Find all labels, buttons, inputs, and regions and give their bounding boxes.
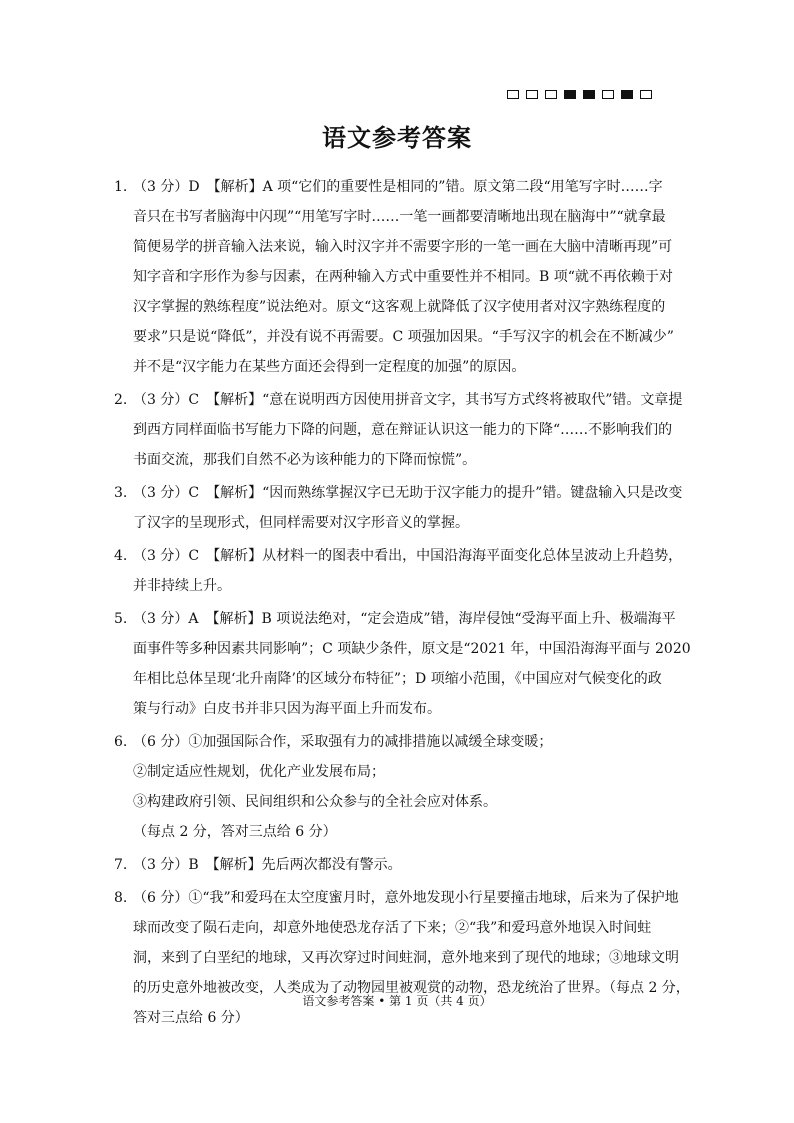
answer-line: 简便易学的拼音输入法来说，输入时汉字并不需要字形的一笔一画在大脑中清晰再现”可 [133, 239, 673, 255]
header-mark [602, 90, 614, 99]
answer-item [114, 385, 692, 475]
answer-line: （3 分）B 【解析】先后两次都没有警示。 [133, 857, 402, 873]
answer-line: 答对三点给 6 分） [133, 1010, 249, 1026]
header-marks [507, 90, 652, 99]
answer-item [114, 478, 692, 538]
answer-number: 8. [114, 890, 128, 906]
header-mark [507, 90, 519, 99]
answer-item [114, 850, 692, 880]
answer-line: 到西方同样面临书写能力下降的问题，意在辩证认识这一能力的下降“……不影响我们的 [133, 422, 673, 438]
answer-line: （6 分）①加强国际合作，采取强有力的减排措施以减缓全球变暖； [133, 734, 553, 750]
answer-line: （3 分）A 【解析】B 项说法绝对，“定会造成”错，海岸侵蚀“受海平面上升、极端海平 [133, 611, 676, 627]
answer-number: 7. [114, 857, 128, 873]
header-mark [564, 90, 576, 99]
page-title: 语文参考答案 [322, 123, 472, 152]
answer-number: 3. [114, 485, 128, 501]
answer-line: 并非持续上升。 [133, 578, 231, 594]
answer-line: 书面交流，那我们自然不必为该种能力的下降而惊慌”。 [133, 452, 477, 468]
answer-line: （每点 2 分，答对三点给 6 分） [133, 824, 337, 840]
answer-item [114, 604, 692, 724]
answer-line: 球而改变了陨石走向，却意外地使恐龙存活了下来；②“我”和爱玛意外地误入时间蛀 [133, 920, 652, 936]
answer-line: 知字音和字形作为参与因素，在两种输入方式中重要性并不相同。B 项“就不再依赖于对 [133, 269, 673, 285]
page-footer: 语文参考答案 • 第 1 页（共 4 页） [302, 994, 492, 1008]
answer-line: 并不是“汉字能力在某些方面还会得到一定程度的加强”的原因。 [133, 359, 526, 375]
answer-line: 的历史意外地被改变，人类成为了动物园里被观赏的动物，恐龙统治了世界。（每点 2 分， [133, 980, 690, 996]
answer-line: 音只在书写者脑海中闪现”“用笔写字时……一笔一画都要清晰地出现在脑海中”“就拿最 [133, 209, 666, 225]
answer-line: 面事件等多种因素共同影响”；C 项缺少条件，原文是“2021 年，中国沿海海平面与 2020 [133, 641, 691, 657]
header-mark [545, 90, 557, 99]
answer-line: 汉字掌握的熟练程度”说法绝对。原文“这客观上就降低了汉字使用者对汉字熟练程度的 [133, 299, 666, 315]
answer-item [114, 727, 692, 847]
answer-number: 4. [114, 548, 128, 564]
answer-line: （3 分）D 【解析】A 项“它们的重要性是相同的”错。原文第二段“用笔写字时……字 [133, 179, 663, 195]
answer-number: 2. [114, 392, 128, 408]
answer-line: ③构建政府引领、民间组织和公众参与的全社会应对体系。 [133, 794, 497, 810]
answer-line: ②制定适应性规划，优化产业发展布局； [133, 764, 385, 780]
header-mark [621, 90, 633, 99]
answer-line: （3 分）C 【解析】从材料一的图表中看出，中国沿海海平面变化总体呈波动上升趋势， [133, 548, 683, 564]
answer-line: （3 分）C 【解析】“意在说明西方因使用拼音文字，其书写方式终将被取代”错。文章提 [133, 392, 683, 408]
answer-line: （6 分）①“我”和爱玛在太空度蜜月时，意外地发现小行星要撞击地球，后来为了保护地 [133, 890, 679, 906]
answer-line: 要求”只是说“降低”，并没有说不再需要。C 项强加因果。“手写汉字的机会在不断减少” [133, 329, 674, 345]
answer-line: 年相比总体呈现‘北升南降’的区域分布特征”；D 项缩小范围，《中国应对气候变化的政 [133, 671, 662, 687]
answer-item [114, 883, 692, 1033]
answer-line: （3 分）C 【解析】“因而熟练掌握汉字已无助于汉字能力的提升”错。键盘输入只是改变 [133, 485, 683, 501]
answer-item [114, 541, 692, 601]
answer-item [114, 172, 692, 382]
header-mark [640, 90, 652, 99]
header-mark [526, 90, 538, 99]
answer-line: 了汉字的呈现形式，但同样需要对汉字形音义的掌握。 [133, 515, 469, 531]
answer-line: 洞，来到了白垩纪的地球，又再次穿过时间蛀洞，意外地来到了现代的地球；③地球文明 [133, 950, 679, 966]
answer-number: 1. [114, 179, 128, 195]
answer-list [114, 172, 692, 1036]
answer-number: 5. [114, 611, 128, 627]
header-mark [583, 90, 595, 99]
answer-line: 策与行动》白皮书并非只因为海平面上升而发布。 [133, 701, 441, 717]
answer-number: 6. [114, 734, 128, 750]
